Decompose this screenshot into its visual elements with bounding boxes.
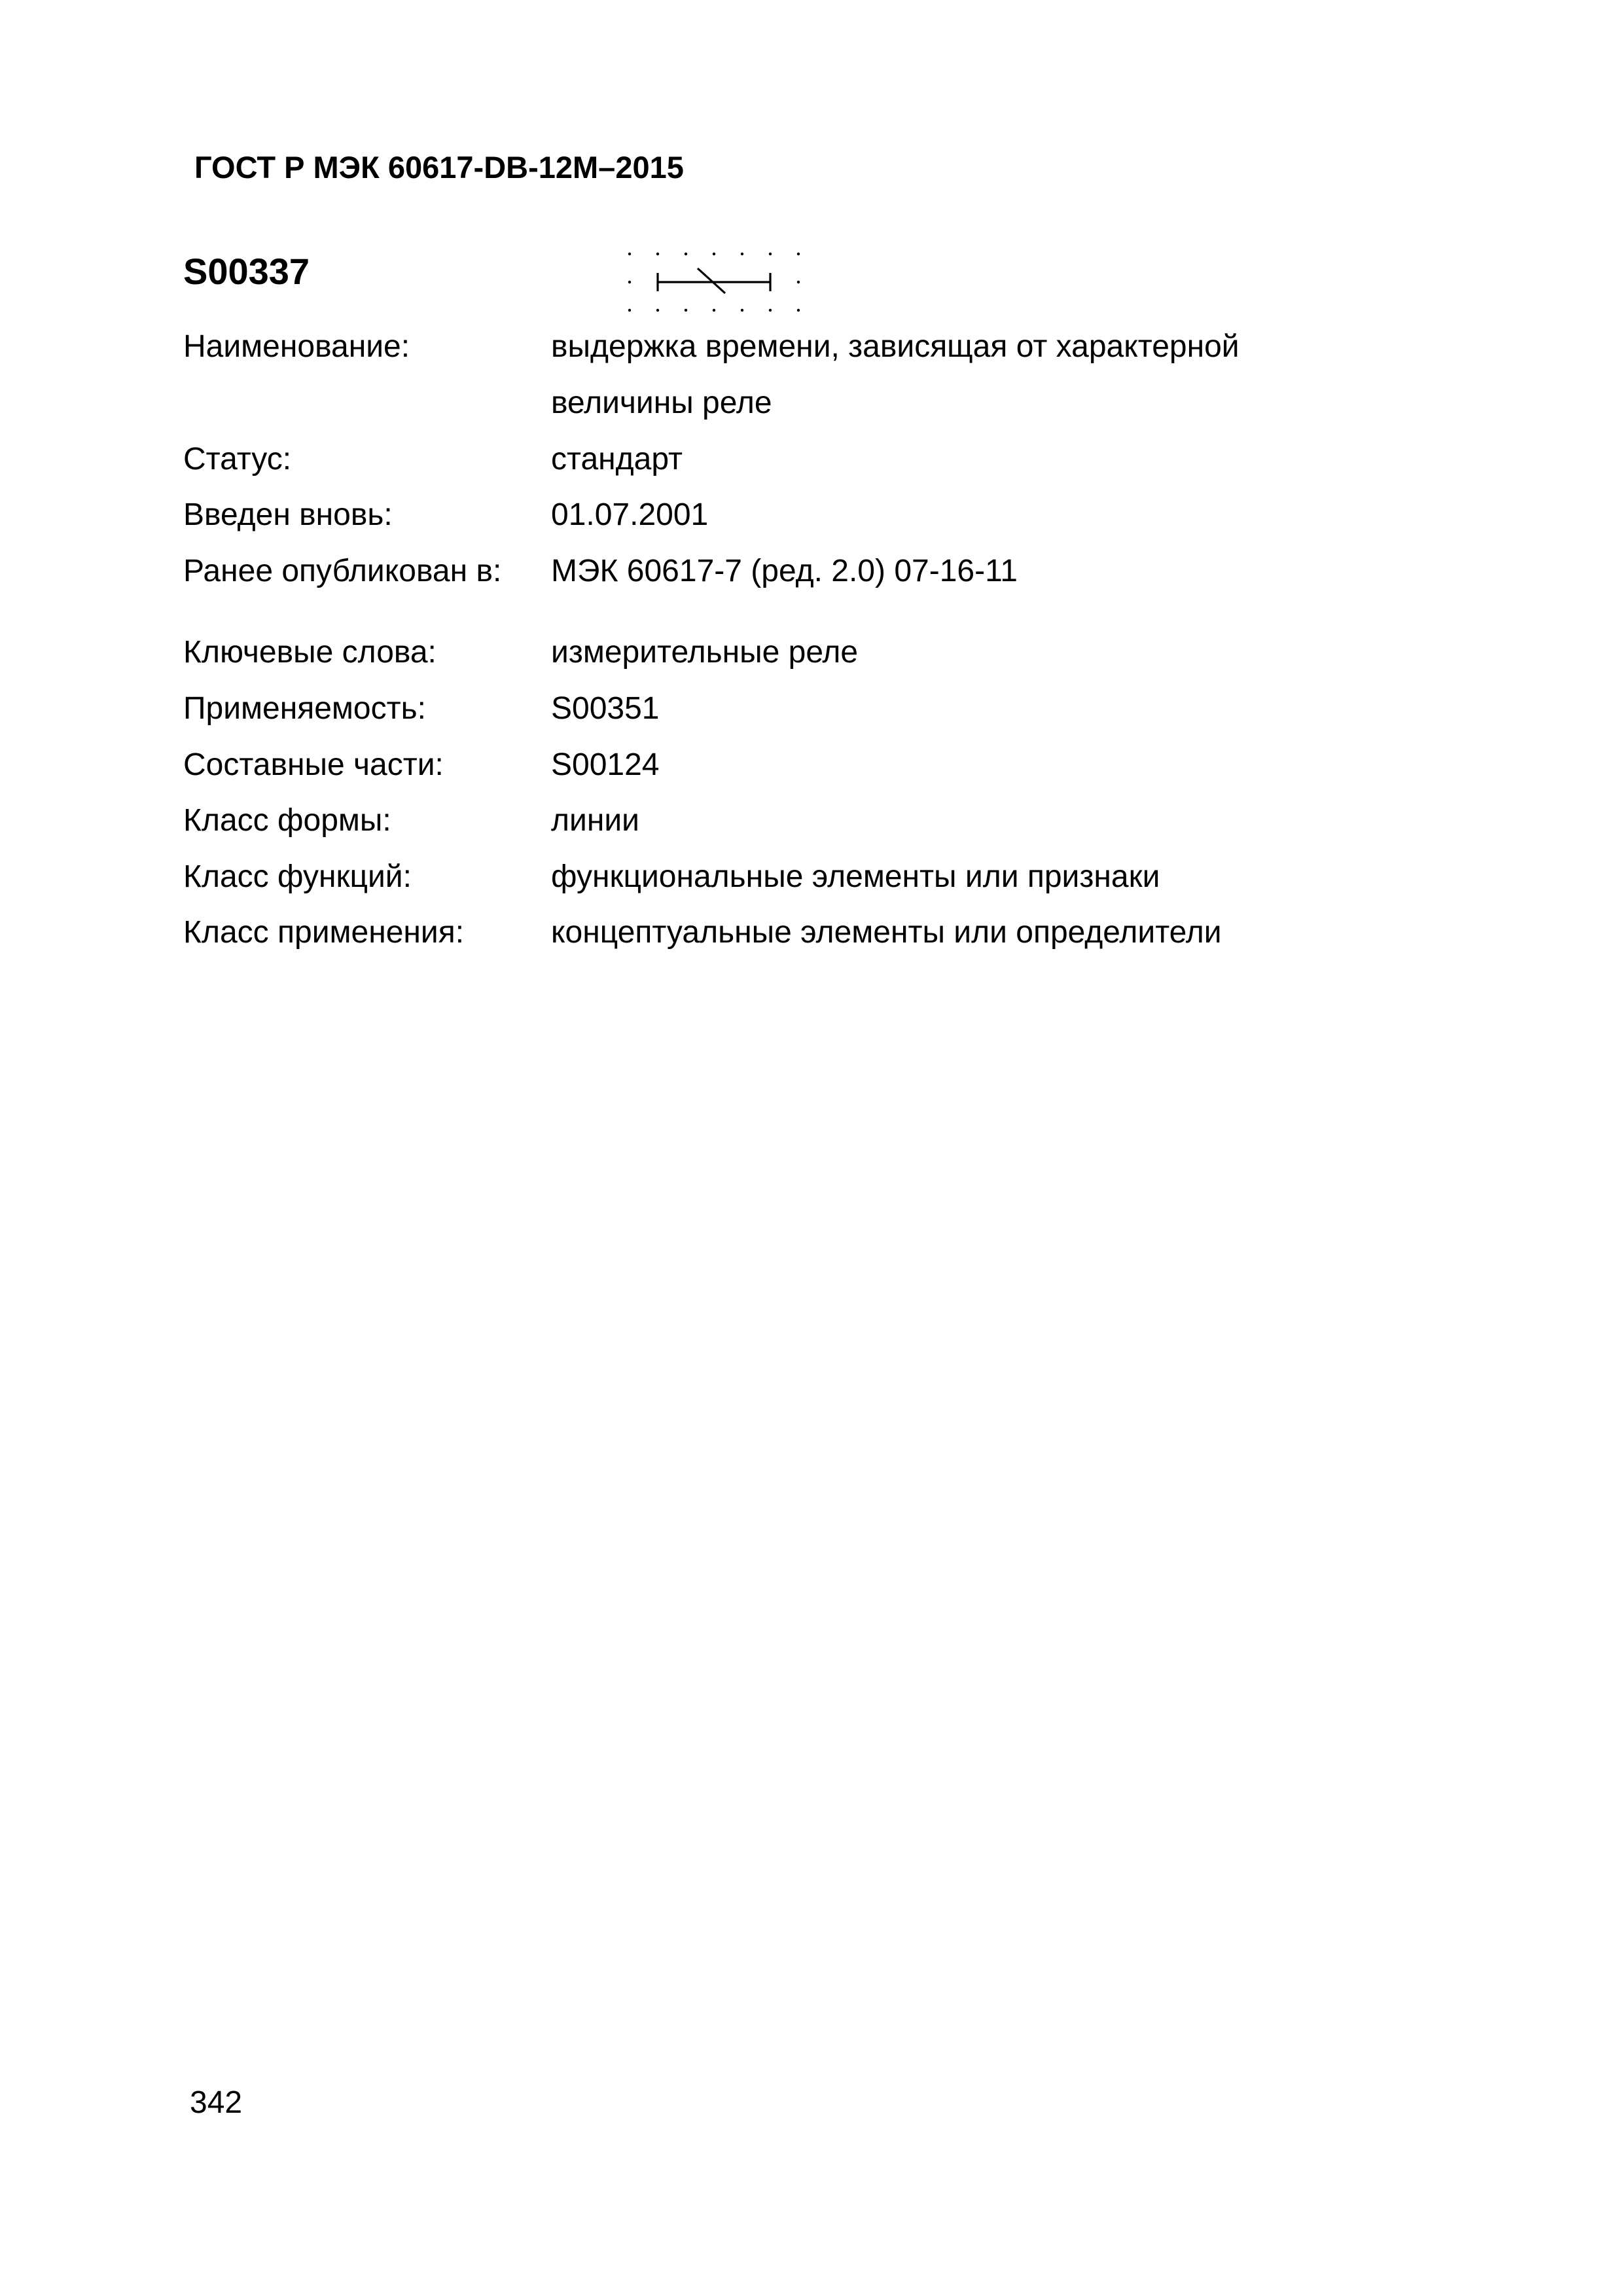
field-name-value-continued: величины реле — [551, 386, 772, 420]
field-applicability-label: Применяемость: — [183, 691, 426, 726]
field-introduced-value: 01.07.2001 — [551, 497, 709, 532]
field-status-value: стандарт — [551, 442, 683, 476]
relay-symbol-icon — [622, 249, 818, 321]
field-name-label: Наименование: — [183, 329, 410, 364]
field-name-value: выдержка времени, зависящая от характерной — [551, 329, 1240, 364]
field-published-in-value: МЭК 60617-7 (ред. 2.0) 07-16-11 — [551, 554, 1018, 588]
field-introduced-label: Введен вновь: — [183, 497, 393, 532]
field-applicability-value: S00351 — [551, 691, 660, 726]
field-keywords-value: измерительные реле — [551, 635, 859, 670]
relay-symbol-lines — [658, 268, 770, 293]
field-shape-class-label: Класс формы: — [183, 803, 391, 838]
symbol-id: S00337 — [183, 251, 310, 292]
field-components-value: S00124 — [551, 747, 660, 782]
page-number: 342 — [190, 2085, 243, 2120]
document-header: ГОСТ Р МЭК 60617-DB-12M–2015 — [194, 150, 684, 185]
field-application-class-label: Класс применения: — [183, 915, 465, 950]
field-function-class-label: Класс функций: — [183, 859, 412, 894]
field-status-label: Статус: — [183, 442, 292, 476]
field-keywords-label: Ключевые слова: — [183, 635, 437, 670]
field-shape-class-value: линии — [551, 803, 639, 838]
field-function-class-value: функциональные элементы или признаки — [551, 859, 1160, 894]
field-components-label: Составные части: — [183, 747, 444, 782]
field-published-in-label: Ранее опубликован в: — [183, 554, 502, 588]
field-application-class-value: концептуальные элементы или определители — [551, 915, 1222, 950]
